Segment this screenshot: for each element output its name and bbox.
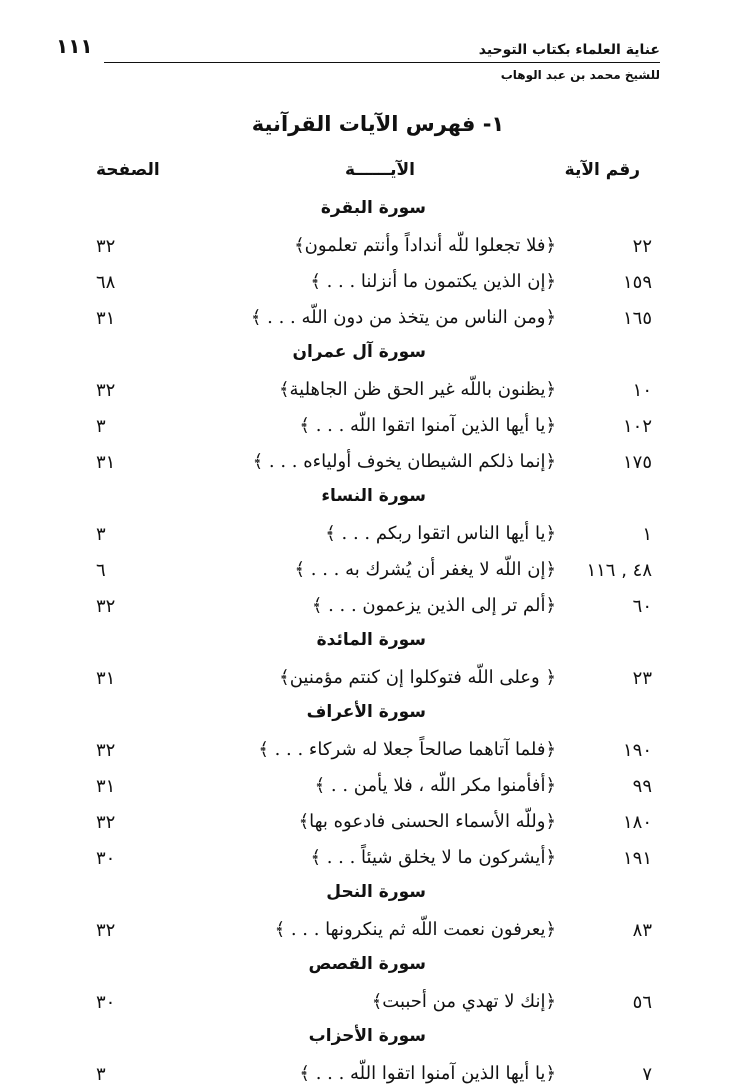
verse-row <box>0 768 756 804</box>
verse-row <box>0 300 756 336</box>
verse-row <box>0 444 756 480</box>
verse-number: ١٧٥ <box>622 452 652 473</box>
verse-number: ١٨٠ <box>622 812 652 833</box>
index-title: ١- فهرس الآيات القرآنية <box>251 112 505 136</box>
page-reference: ٣٠ <box>96 992 116 1013</box>
column-header-verse: الآيــــــة <box>344 160 416 180</box>
verse-text: ﴿إنك لا تهدي من أحببت﴾ <box>371 991 556 1012</box>
verse-row <box>0 408 756 444</box>
verse-text: ﴿ألم تر إلى الذين يزعمون . . . ﴾ <box>311 595 556 616</box>
page-reference: ٣٢ <box>96 920 116 941</box>
verse-row <box>0 516 756 552</box>
surah-name: سورة الأحزاب <box>308 1026 426 1046</box>
verse-row <box>0 372 756 408</box>
verse-number: ١٦٥ <box>622 308 652 329</box>
verse-text: ﴿فلما آتاهما صالحاً جعلا له شركاء . . . ﴾ <box>258 739 556 760</box>
verse-number: ٤٨ , ١١٦ <box>586 560 652 581</box>
verse-text: ﴿ومن الناس من يتخذ من دون اللّه . . . ﴾ <box>250 307 556 328</box>
verse-text: ﴿إنما ذلكم الشيطان يخوف أولياءه . . . ﴾ <box>252 451 556 472</box>
verse-text: ﴿ وعلى اللّه فتوكلوا إن كنتم مؤمنين﴾ <box>279 667 556 688</box>
page-reference: ٣٢ <box>96 380 116 401</box>
page-reference: ٦ <box>96 560 106 581</box>
verse-text: ﴿أفأمنوا مكر اللّه ، فلا يأمن . . ﴾ <box>314 775 556 796</box>
surah-heading-row <box>0 1020 756 1056</box>
verse-row <box>0 984 756 1020</box>
page-reference: ٣٢ <box>96 812 116 833</box>
verse-text: ﴿يظنون باللّه غير الحق ظن الجاهلية﴾ <box>278 379 556 400</box>
verse-number: ١٩١ <box>622 848 652 869</box>
verse-number: ١٥٩ <box>622 272 652 293</box>
page-number: ١١١ <box>56 34 93 58</box>
verse-row <box>0 1056 756 1092</box>
verse-text: ﴿إن اللّه لا يغفر أن يُشرك به . . . ﴾ <box>294 559 556 580</box>
page-reference: ٦٨ <box>96 272 116 293</box>
verse-index-list <box>0 192 756 1092</box>
surah-name: سورة الأعراف <box>306 702 426 722</box>
verse-row <box>0 552 756 588</box>
column-header-page: الصفحة <box>96 160 160 180</box>
surah-heading-row <box>0 876 756 912</box>
surah-name: سورة القصص <box>308 954 426 974</box>
verse-text: ﴿فلا تجعلوا للّه أنداداً وأنتم تعلمون﴾ <box>294 235 556 256</box>
surah-heading-row <box>0 624 756 660</box>
verse-number: ٢٢ <box>632 236 652 257</box>
verse-number: ٨٣ <box>632 920 652 941</box>
verse-number: ١٠ <box>632 380 652 401</box>
surah-heading-row <box>0 696 756 732</box>
page-reference: ٣٢ <box>96 596 116 617</box>
surah-heading-row <box>0 192 756 228</box>
page-reference: ٣١ <box>96 776 116 797</box>
verse-row <box>0 228 756 264</box>
page-reference: ٣٠ <box>96 848 116 869</box>
page-reference: ٣٢ <box>96 236 116 257</box>
page-reference: ٣١ <box>96 308 116 329</box>
running-header-author: للشيخ محمد بن عبد الوهاب <box>500 68 660 82</box>
verse-text: ﴿يا أيها الذين آمنوا اتقوا اللّه . . . ﴾ <box>299 415 556 436</box>
verse-text: ﴿أيشركون ما لا يخلق شيئاً . . . ﴾ <box>310 847 556 868</box>
surah-name: سورة المائدة <box>316 630 426 650</box>
verse-number: ٦٠ <box>632 596 652 617</box>
verse-row <box>0 804 756 840</box>
page-reference: ٣١ <box>96 668 116 689</box>
verse-row <box>0 732 756 768</box>
verse-row <box>0 840 756 876</box>
header-rule <box>104 62 660 63</box>
page-reference: ٣٢ <box>96 740 116 761</box>
verse-number: ١ <box>642 524 652 545</box>
surah-name: سورة النحل <box>326 882 426 902</box>
surah-heading-row <box>0 336 756 372</box>
verse-number: ٢٣ <box>632 668 652 689</box>
verse-text: ﴿يعرفون نعمت اللّه ثم ينكرونها . . . ﴾ <box>274 919 556 940</box>
verse-number: ١٩٠ <box>622 740 652 761</box>
verse-number: ٥٦ <box>632 992 652 1013</box>
surah-name: سورة النساء <box>321 486 426 506</box>
verse-text: ﴿وللّه الأسماء الحسنى فادعوه بها﴾ <box>298 811 556 832</box>
verse-number: ١٠٢ <box>622 416 652 437</box>
verse-text: ﴿إن الذين يكتمون ما أنزلنا . . . ﴾ <box>310 271 556 292</box>
surah-heading-row <box>0 480 756 516</box>
surah-name: سورة البقرة <box>320 198 426 218</box>
page-reference: ٣ <box>96 416 106 437</box>
column-header-verse-number: رقم الآية <box>564 160 640 180</box>
page-reference: ٣ <box>96 524 106 545</box>
page-reference: ٣ <box>96 1064 106 1085</box>
running-header-title: عناية العلماء بكتاب التوحيد <box>478 42 660 58</box>
surah-heading-row <box>0 948 756 984</box>
verse-row <box>0 912 756 948</box>
verse-row <box>0 660 756 696</box>
verse-number: ٩٩ <box>632 776 652 797</box>
verse-row <box>0 264 756 300</box>
verse-number: ٧ <box>642 1064 652 1085</box>
verse-row <box>0 588 756 624</box>
verse-text: ﴿يا أيها الذين آمنوا اتقوا اللّه . . . ﴾ <box>299 1063 556 1084</box>
verse-text: ﴿يا أيها الناس اتقوا ربكم . . . ﴾ <box>325 523 556 544</box>
page-reference: ٣١ <box>96 452 116 473</box>
surah-name: سورة آل عمران <box>292 342 426 362</box>
